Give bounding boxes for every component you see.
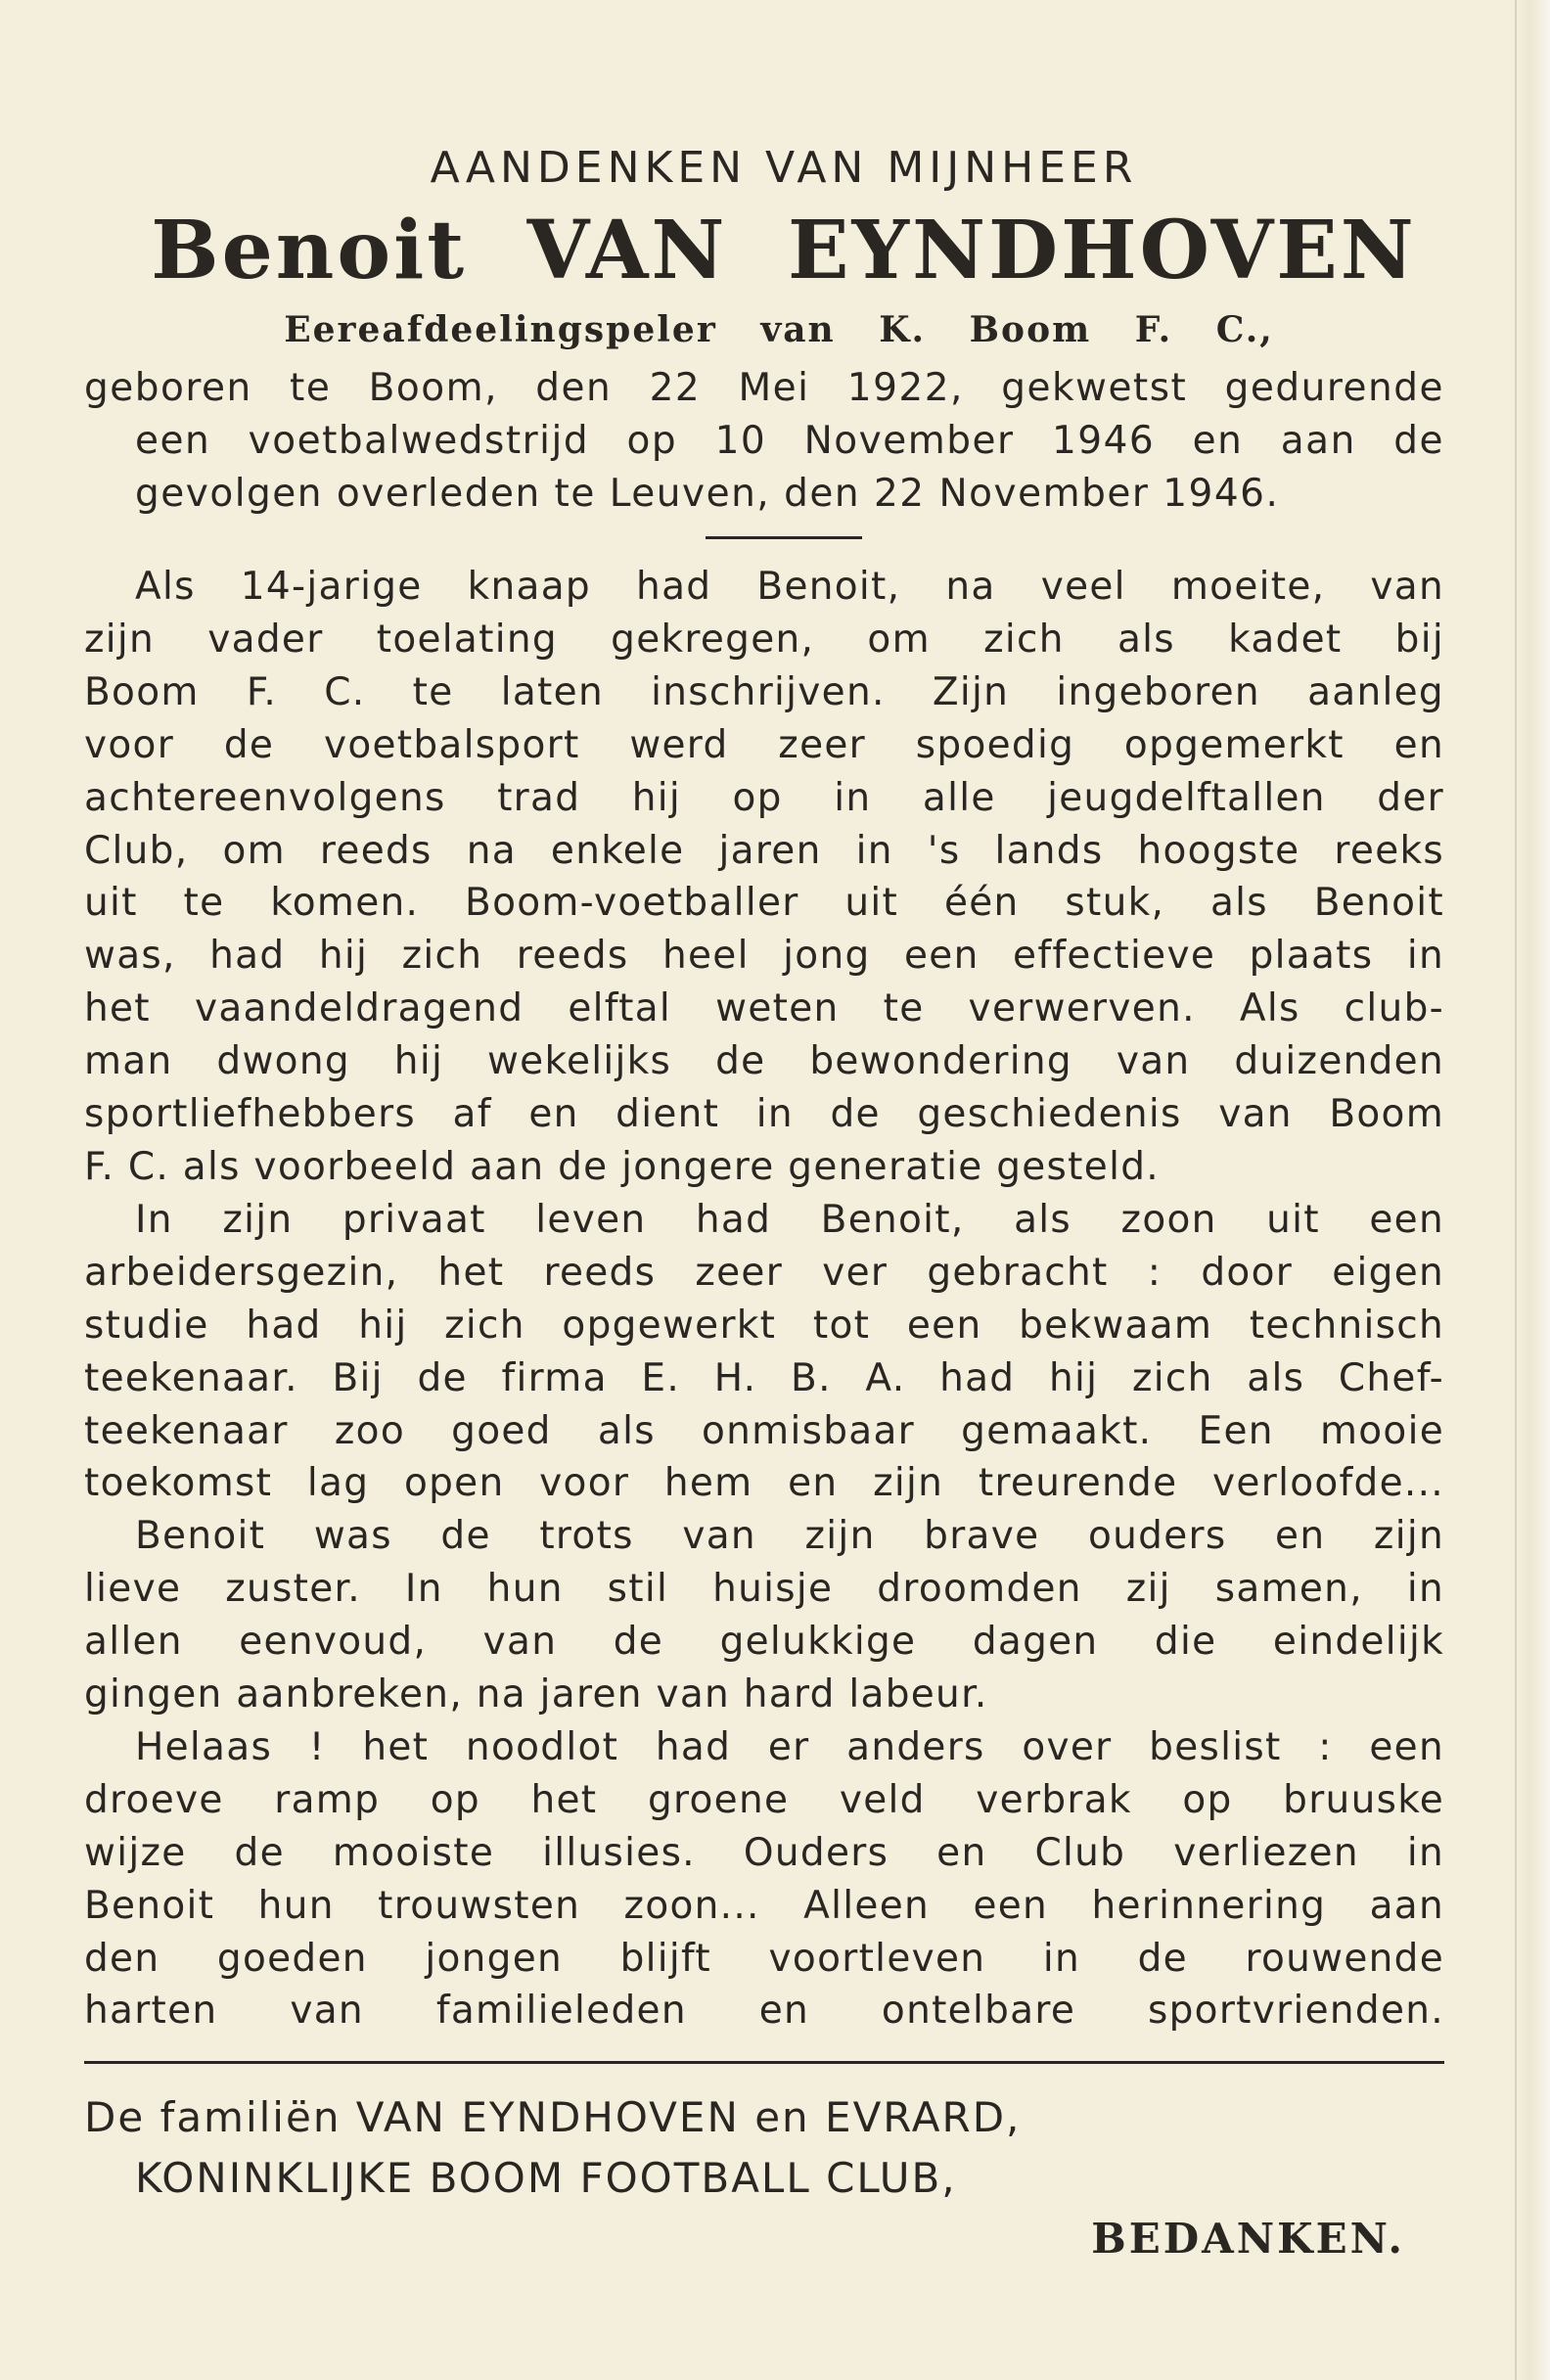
text-line: gingen aanbreken, na jaren van hard labeur. bbox=[84, 1672, 988, 1717]
text-line: Benoit was de trots van zijn brave ouders en zijn bbox=[135, 1514, 1444, 1559]
text-line: Club, om reeds na enkele jaren in 's lands hoogste reeks bbox=[84, 828, 1444, 873]
text-line: zijn vader toelating gekregen, om zich als kadet bij bbox=[84, 617, 1444, 662]
club-title: Eereafdeelingspeler van K. Boom F. C., bbox=[284, 309, 1274, 350]
birth-death-text bbox=[84, 362, 1444, 521]
text-line: achtereenvolgens trad hij op in alle jeugdelftallen der bbox=[84, 775, 1444, 820]
thanks-line: BEDANKEN. bbox=[1091, 2215, 1405, 2264]
text-line: lieve zuster. In hun stil huisje droomden zij samen, in bbox=[84, 1567, 1444, 1612]
deceased-name: Benoit VAN EYNDHOVEN bbox=[151, 204, 1417, 298]
text-line: harten van familieleden en ontelbare sportvrienden. bbox=[84, 1989, 1444, 2034]
card-heading: AANDENKEN VAN MIJNHEER bbox=[430, 143, 1138, 193]
text-line: droeve ramp op het groene veld verbrak op bruuske bbox=[84, 1777, 1444, 1822]
text-line: Boom F. C. te laten inschrijven. Zijn ingeboren aanleg bbox=[84, 669, 1444, 714]
card-right-edge bbox=[1515, 0, 1550, 2380]
text-line: sportliefhebbers af en dient in de geschiedenis van Boom bbox=[84, 1092, 1444, 1137]
text-line: den goeden jongen blijft voortleven in de rouwende bbox=[84, 1936, 1444, 1981]
biography-text bbox=[84, 561, 1444, 2037]
text-line: uit te komen. Boom-voetballer uit één stuk, als Benoit bbox=[84, 881, 1444, 926]
text-line: Helaas ! het noodlot had er anders over beslist : een bbox=[135, 1724, 1444, 1769]
text-line: toekomst lag open voor hem en zijn treurende verloofde... bbox=[84, 1461, 1444, 1506]
text-line: voor de voetbalsport werd zeer spoedig opgemerkt en bbox=[84, 722, 1444, 767]
text-line: teekenaar zoo goed als onmisbaar gemaakt. Een mooie bbox=[84, 1408, 1444, 1453]
club-line: KONINKLIJKE BOOM FOOTBALL CLUB, bbox=[135, 2154, 957, 2203]
text-line: Als 14-jarige knaap had Benoit, na veel moeite, van bbox=[135, 565, 1444, 609]
acknowledgement bbox=[84, 2087, 1444, 2269]
birth-line: een voetbalwedstrijd op 10 November 1946 en aan de bbox=[135, 419, 1444, 463]
memorial-card bbox=[84, 137, 1444, 2269]
text-line: het vaandeldragend elftal weten te verwerven. Als club- bbox=[84, 986, 1444, 1031]
birth-line: gevolgen overleden te Leuven, den 22 November 1946. bbox=[135, 472, 1280, 516]
text-line: F. C. als voorbeeld aan de jongere generatie gesteld. bbox=[84, 1144, 1160, 1189]
text-line: allen eenvoud, van de gelukkige dagen die eindelijk bbox=[84, 1620, 1444, 1665]
family-line: De familiën VAN EYNDHOVEN en EVRARD, bbox=[84, 2093, 1022, 2142]
short-divider bbox=[706, 536, 862, 539]
text-line: wijze de mooiste illusies. Ouders en Club verliezen in bbox=[84, 1830, 1444, 1875]
text-line: was, had hij zich reeds heel jong een effectieve plaats in bbox=[84, 934, 1444, 979]
text-line: teekenaar. Bij de firma E. H. B. A. had hij zich als Chef- bbox=[84, 1355, 1444, 1400]
text-line: In zijn privaat leven had Benoit, als zoon uit een bbox=[135, 1197, 1444, 1242]
text-line: Benoit hun trouwsten zoon... Alleen een herinnering aan bbox=[84, 1883, 1444, 1928]
text-line: arbeidersgezin, het reeds zeer ver gebracht : door eigen bbox=[84, 1250, 1444, 1295]
long-divider bbox=[84, 2061, 1444, 2064]
birth-line: geboren te Boom, den 22 Mei 1922, gekwetst gedurende bbox=[84, 366, 1444, 410]
text-line: man dwong hij wekelijks de bewondering van duizenden bbox=[84, 1039, 1444, 1084]
text-line: studie had hij zich opgewerkt tot een bekwaam technisch bbox=[84, 1303, 1444, 1348]
